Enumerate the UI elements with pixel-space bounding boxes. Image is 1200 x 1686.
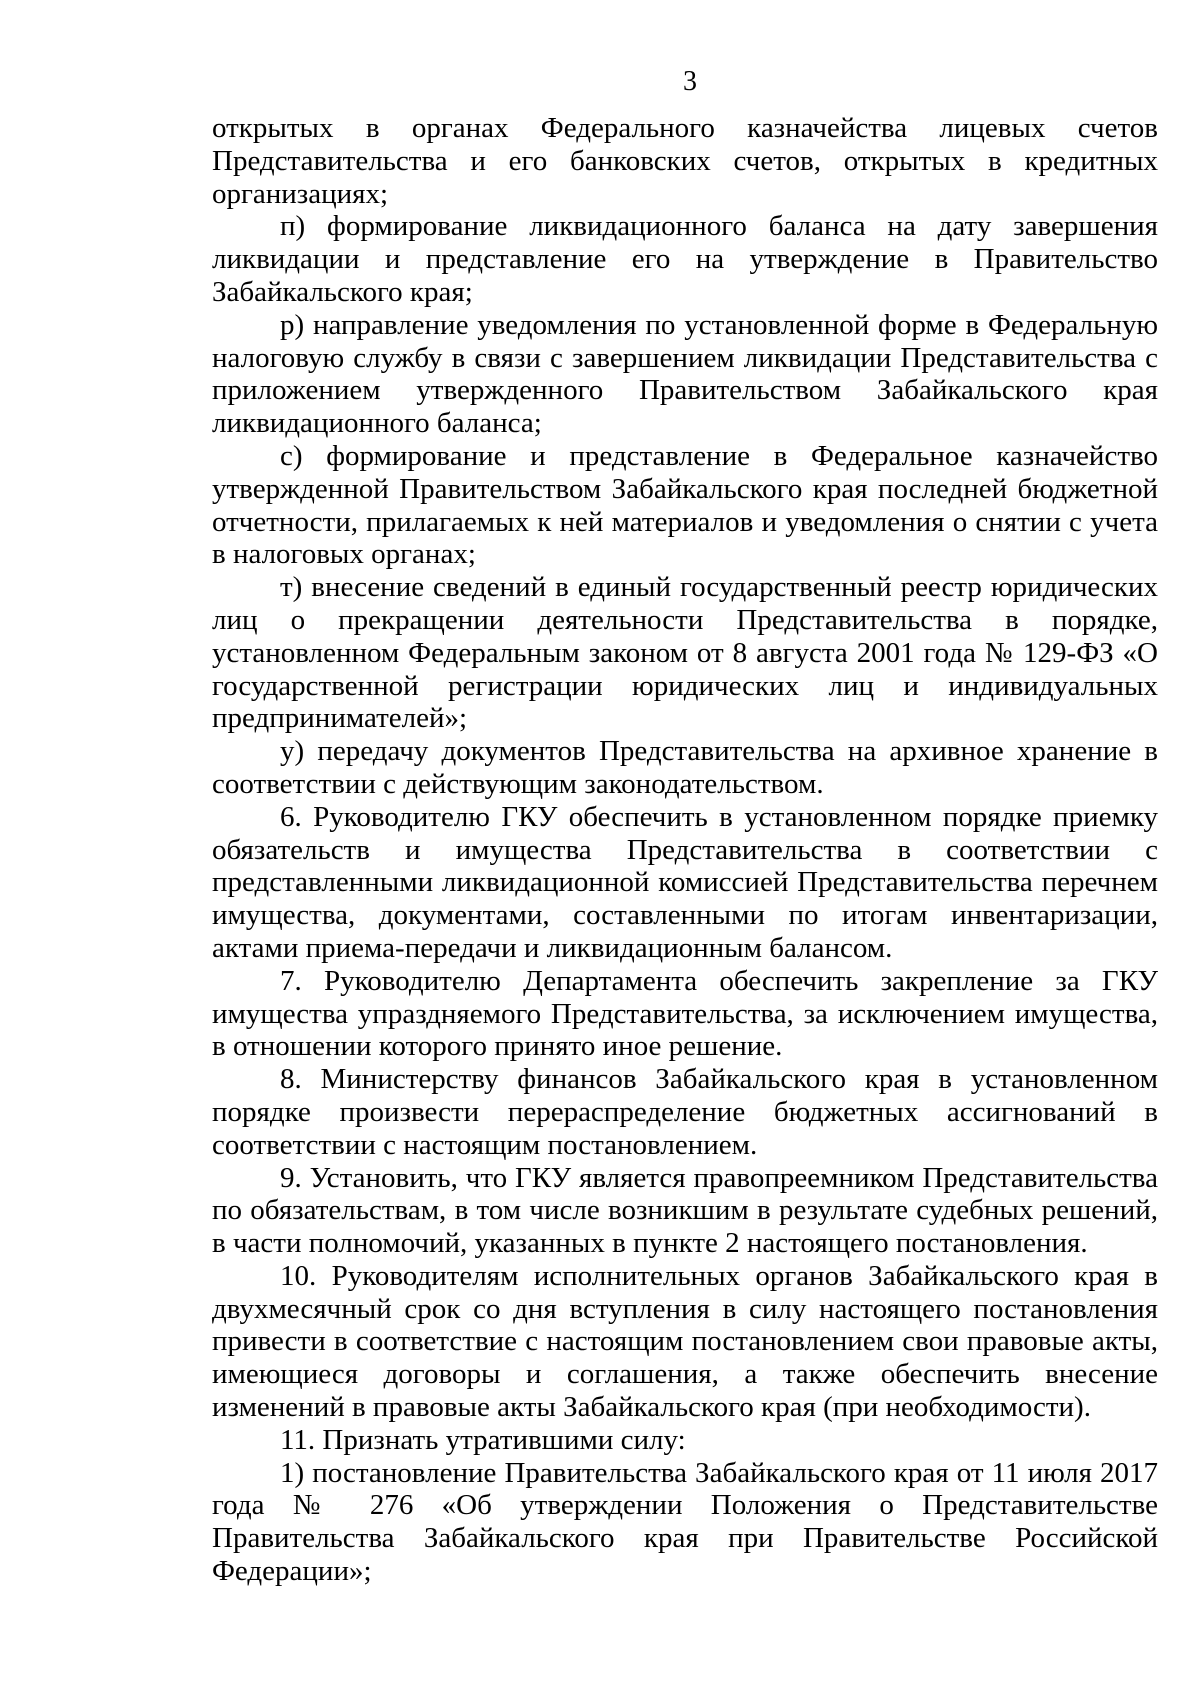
- document-body: [212, 112, 1158, 1588]
- paragraph-item-u: у) передачу документов Представительства на архивное хранение в соответствии с действующим законодательством.: [212, 735, 1158, 800]
- paragraph-item-t: т) внесение сведений в единый государственный реестр юридических лиц о прекращении деятельности Представительства в порядке, установленном Федеральным законом от 8 августа 2001 года № 129-ФЗ «О государственной регистрации юридических лиц и индивидуальных предпринимателей»;: [212, 571, 1158, 735]
- paragraph-clause-8: 8. Министерству финансов Забайкальского края в установленном порядке произвести перераспределение бюджетных ассигнований в соответствии с настоящим постановлением.: [212, 1063, 1158, 1161]
- paragraph-clause-9: 9. Установить, что ГКУ является правопреемником Представительства по обязательствам, в том числе возникшим в результате судебных решений, в части полномочий, указанных в пункте 2 настоящего постановления.: [212, 1161, 1158, 1260]
- paragraph-clause-11: 11. Признать утратившими силу:: [280, 1423, 686, 1456]
- paragraph-item-p: п) формирование ликвидационного баланса на дату завершения ликвидации и представление его на утверждение в Правительство Забайкальского края;: [212, 210, 1158, 308]
- paragraph-clause-6: 6. Руководителю ГКУ обеспечить в установленном порядке приемку обязательств и имущества Представительства в соответствии с представленными ликвидационной комиссией Представительства перечнем имущества, документами, составленными по итогам инвентаризации, актами приема-передачи и ликвидационным балансом.: [212, 800, 1158, 964]
- paragraph-clause-10: 10. Руководителям исполнительных органов Забайкальского края в двухмесячный срок со дня вступления в силу настоящего постановления привести в соответствие с настоящим постановлением свои правовые акты, имеющиеся договоры и соглашения, а также обеспечить внесение изменений в правовые акты Забайкальского края (при необходимости).: [212, 1259, 1158, 1424]
- paragraph-subclause-1: 1) постановление Правительства Забайкальского края от 11 июля 2017 года № 276 «Об утверждении Положения о Представительстве Правительства Забайкальского края при Правительстве Российской Федерации»;: [212, 1456, 1158, 1588]
- paragraph-continuation: открытых в органах Федерального казначейства лицевых счетов Представительства и его банковских счетов, открытых в кредитных организациях;: [212, 112, 1158, 210]
- page-number: 3: [683, 66, 697, 97]
- paragraph-item-s: с) формирование и представление в Федеральное казначейство утвержденной Правительством Забайкальского края последней бюджетной отчетности, прилагаемых к ней материалов и уведомления о снятии с учета в налоговых органах;: [212, 439, 1158, 571]
- paragraph-clause-7: 7. Руководителю Департамента обеспечить закрепление за ГКУ имущества упраздняемого Представительства, за исключением имущества, в отношении которого принято иное решение.: [212, 964, 1158, 1063]
- paragraph-item-r: р) направление уведомления по установленной форме в Федеральную налоговую службу в связи с завершением ликвидации Представительства с приложением утвержденного Правительством Забайкальского края ликвидационного баланса;: [212, 308, 1158, 440]
